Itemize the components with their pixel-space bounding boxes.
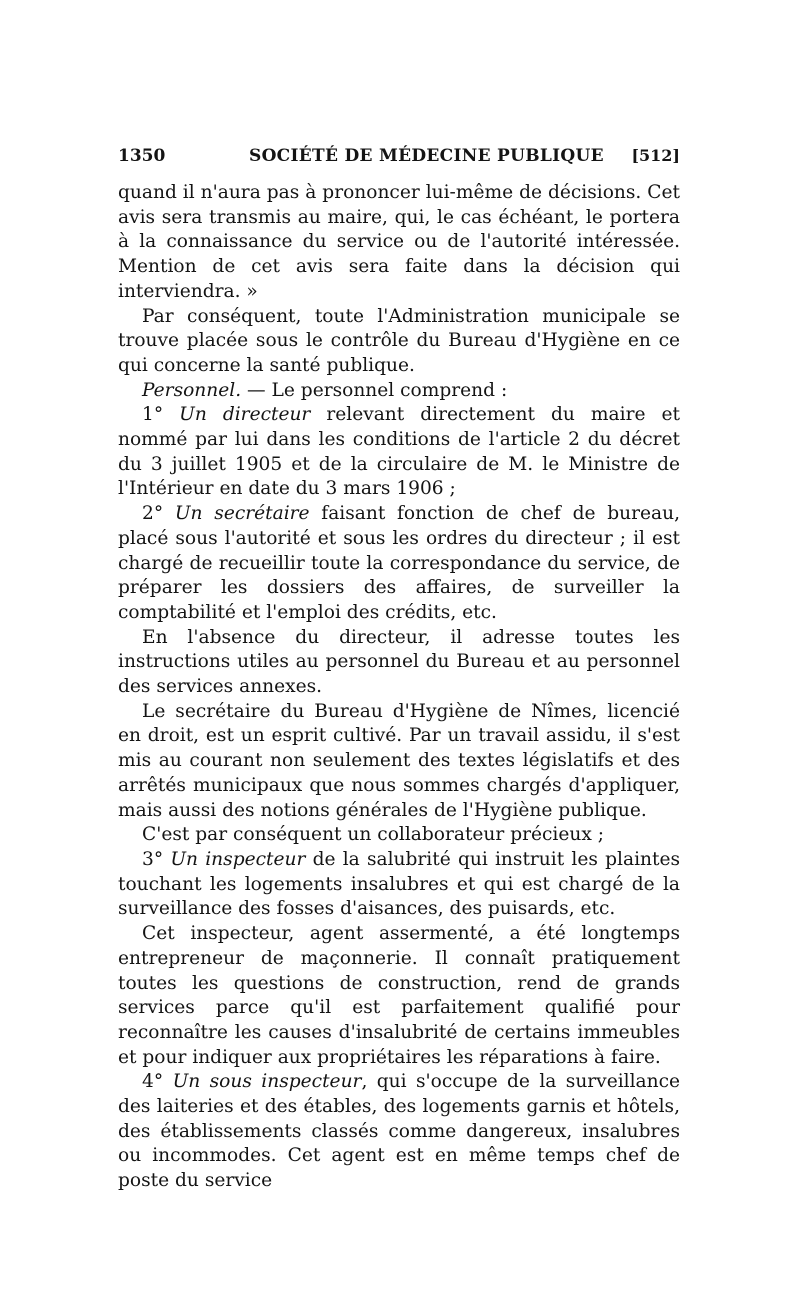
item-number: 2°	[142, 503, 175, 525]
item-number: 1°	[142, 404, 180, 426]
sous-inspecteur-label: Un sous inspecteur	[172, 1071, 362, 1093]
sous-inspecteur-text: , qui s'occupe de la surveillance des laiteries et des étables, des logements garnis et hôtels, des établissements classés comme dangereux, insalubres ou incommodes. Cet agent est en même temps chef de poste du service	[118, 1071, 681, 1192]
paragraph-collaborateur: C'est par conséquent un collaborateur précieux ;	[142, 824, 604, 846]
body-text	[118, 181, 680, 1194]
paragraph-sous-inspecteur	[118, 1070, 680, 1194]
page-number: 1350	[118, 146, 166, 166]
inspecteur-label: Un inspecteur	[170, 848, 306, 870]
inspecteur-text: de la salubrité qui instruit les plaintes touchant les logements insalubres et qui est chargé de la surveillance des fosses d'aisances, des puisards, etc.	[118, 848, 681, 920]
paragraph-directeur	[118, 403, 680, 502]
running-header	[118, 146, 680, 170]
paragraph-inspecteur-details: Cet inspecteur, agent assermenté, a été longtemps entrepreneur de maçonnerie. Il connaît pratiquement toutes les questions de construction, rend de grands services parce qu'il est parfaitement qualifié pour reconnaître les causes d'insalubrité de certains immeubles et pour indiquer aux propriétaires les réparations à faire.	[118, 923, 680, 1068]
running-title: SOCIÉTÉ DE MÉDECINE PUBLIQUE	[249, 146, 604, 166]
directeur-label: Un directeur	[179, 404, 311, 426]
paragraph-secretaire-nimes: Le secrétaire du Bureau d'Hygiène de Nîmes, licencié en droit, est un esprit cultivé. Par un travail assidu, il s'est mis au courant non seulement des textes législatifs et des arrêtés municipaux que nous sommes chargés d'appliquer, mais aussi des notions générales de l'Hygiène publique.	[118, 700, 680, 821]
paragraph-secretaire	[118, 502, 680, 626]
personnel-label: Personnel.	[142, 379, 242, 401]
paragraph-continuation: quand il n'aura pas à prononcer lui-même de décisions. Cet avis sera transmis au maire, qui, le cas échéant, le portera à la connaissance du service ou de l'autorité intéressée. Mention de cet avis sera faite dans la décision qui interviendra. »	[118, 182, 680, 302]
item-number: 3°	[142, 848, 171, 870]
personnel-text: — Le personnel comprend :	[241, 379, 508, 401]
paragraph-consequence: Par conséquent, toute l'Administration municipale se trouve placée sous le contrôle du Bureau d'Hygiène en ce qui concerne la santé publique.	[118, 305, 680, 376]
paragraph-absence: En l'absence du directeur, il adresse toutes les instructions utiles au personnel du Bureau et au personnel des services annexes.	[118, 626, 680, 698]
bracket-page-number: [512]	[631, 146, 680, 165]
secretaire-label: Un secrétaire	[174, 503, 310, 525]
directeur-text: relevant directement du maire et nommé par lui dans les conditions de l'article 2 du décret du 3 juillet 1905 et de la circulaire de M. le Ministre de l'Intérieur en date du 3 mars 1906 ;	[118, 404, 680, 500]
item-number: 4°	[142, 1071, 173, 1093]
paragraph-personnel	[118, 379, 680, 404]
secretaire-text: faisant fonction de chef de bureau, placé sous l'autorité et sous les ordres du directeur ; il est chargé de recueillir toute la correspondance du service, de préparer les dossiers des affaires, de surveiller la comptabilité et l'emploi des crédits, etc.	[118, 503, 680, 623]
paragraph-inspecteur	[118, 848, 680, 922]
